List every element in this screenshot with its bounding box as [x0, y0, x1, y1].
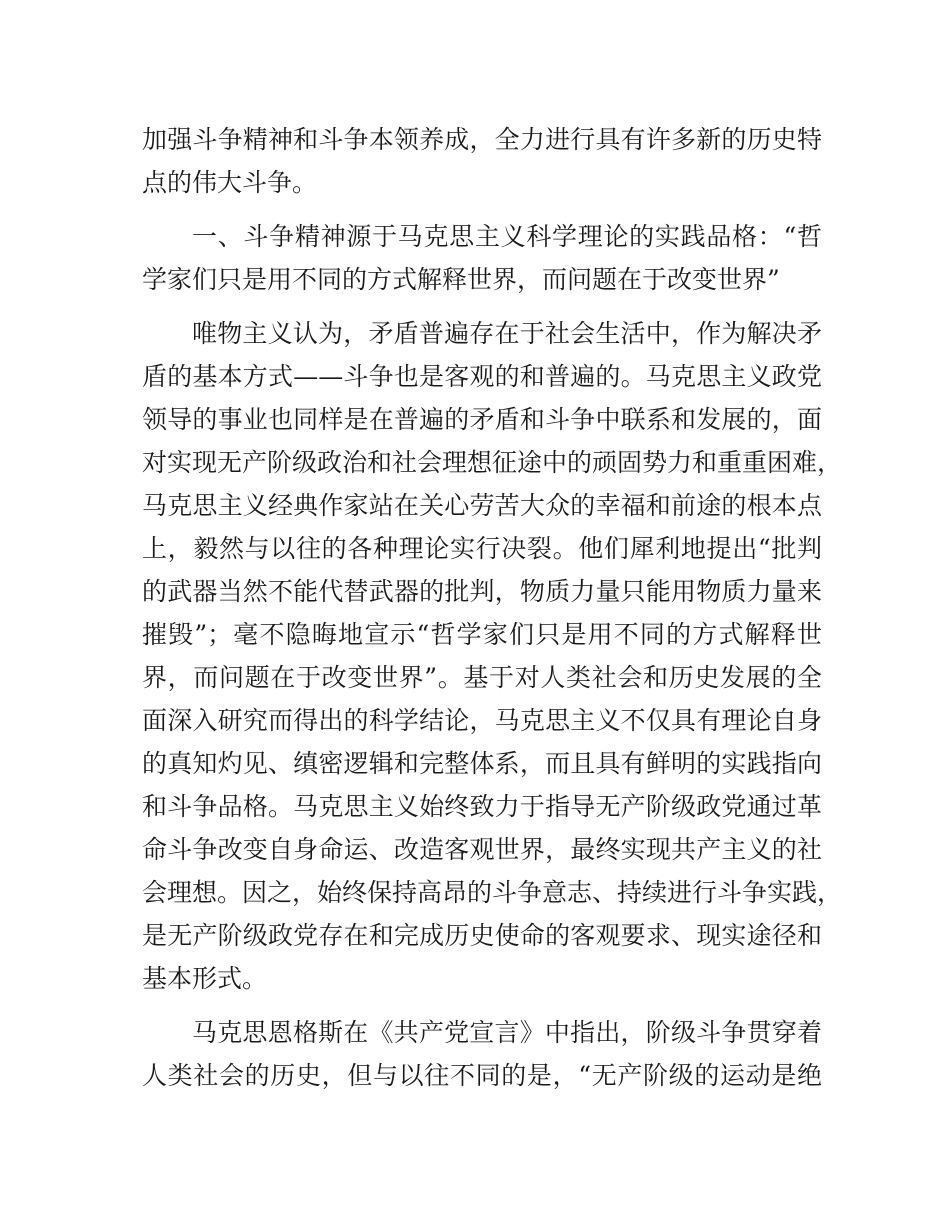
text-line: 上，毅然与以往的各种理论实行决裂。他们犀利地提出“批判	[142, 534, 822, 563]
paragraph-body-2	[142, 1011, 822, 1097]
text-line: 基本形式。	[142, 964, 268, 993]
text-line: 点的伟大斗争。	[142, 168, 318, 197]
text-line: 马克思恩格斯在《共产党宣言》中指出，阶级斗争贯穿着	[192, 1018, 822, 1047]
text-line: 界，而问题在于改变世界”。基于对人类社会和历史发展的全	[142, 663, 822, 692]
section-heading	[142, 215, 822, 301]
paragraph-intro	[142, 118, 822, 204]
paragraph-spacer	[142, 204, 822, 215]
text-line: 会理想。因之，始终保持高昂的斗争意志、持续进行斗争实践，	[142, 878, 843, 907]
text-line: 马克思主义经典作家站在关心劳苦大众的幸福和前途的根本点	[142, 491, 822, 520]
paragraph-spacer	[142, 1000, 822, 1011]
text-line: 加强斗争精神和斗争本领养成，全力进行具有许多新的历史特	[142, 125, 822, 154]
text-line: 摧毁”；毫不隐晦地宣示“哲学家们只是用不同的方式解释世	[142, 620, 822, 649]
text-line: 一、斗争精神源于马克思主义科学理论的实践品格：“哲	[192, 222, 822, 251]
document-body	[142, 118, 843, 1097]
text-line: 学家们只是用不同的方式解释世界，而问题在于改变世界”	[142, 265, 780, 294]
text-line: 人类社会的历史，但与以往不同的是，“无产阶级的运动是绝	[142, 1061, 822, 1090]
paragraph-body-1	[142, 312, 843, 1000]
text-line: 盾的基本方式——斗争也是客观的和普遍的。马克思主义政党	[142, 362, 822, 391]
paragraph-spacer	[142, 301, 822, 312]
text-line: 和斗争品格。马克思主义始终致力于指导无产阶级政党通过革	[142, 792, 822, 821]
text-line: 对实现无产阶级政治和社会理想征途中的顽固势力和重重困难，	[142, 448, 843, 477]
text-line: 面深入研究而得出的科学结论，马克思主义不仅具有理论自身	[142, 706, 822, 735]
text-line: 领导的事业也同样是在普遍的矛盾和斗争中联系和发展的，面	[142, 405, 822, 434]
text-line: 的武器当然不能代替武器的批判，物质力量只能用物质力量来	[142, 577, 822, 606]
text-line: 的真知灼见、缜密逻辑和完整体系，而且具有鲜明的实践指向	[142, 749, 822, 778]
text-line: 唯物主义认为，矛盾普遍存在于社会生活中，作为解决矛	[192, 319, 822, 348]
text-line: 命斗争改变自身命运、改造客观世界，最终实现共产主义的社	[142, 835, 822, 864]
text-line: 是无产阶级政党存在和完成历史使命的客观要求、现实途径和	[142, 921, 822, 950]
